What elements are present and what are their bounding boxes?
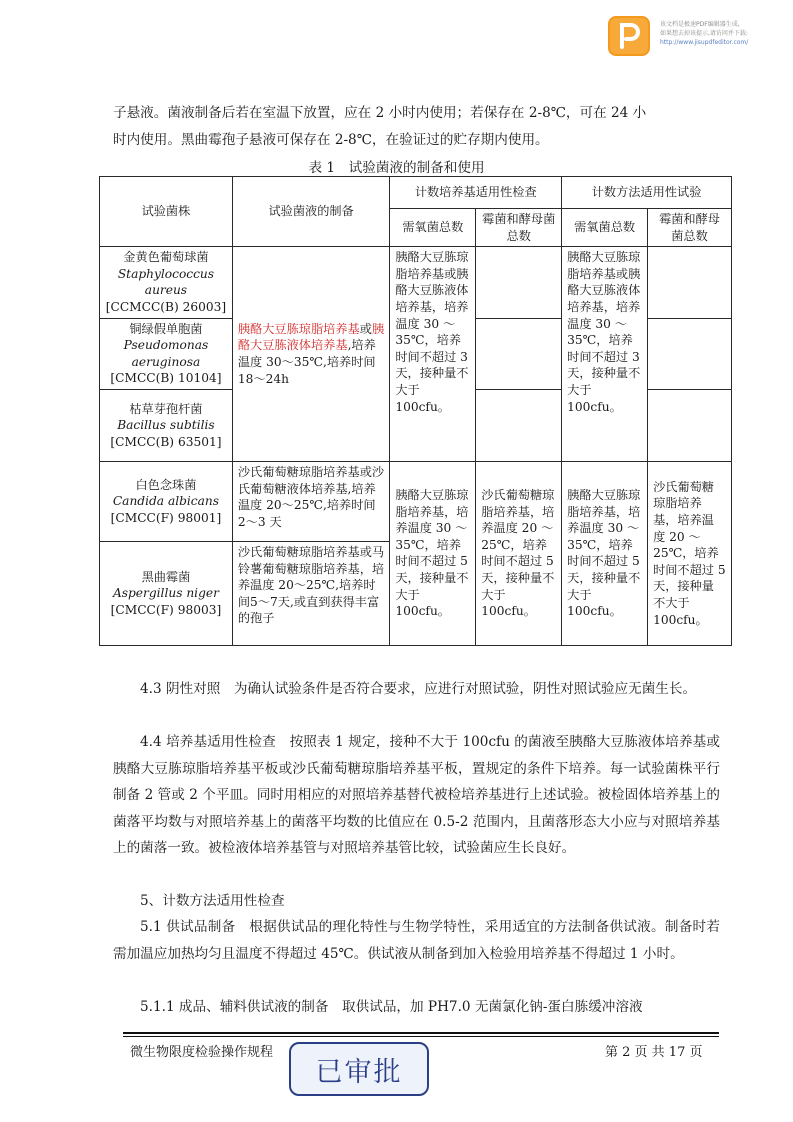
strain-preparation-table — [99, 176, 732, 646]
strain-latin: Bacillus subtilis — [117, 418, 215, 433]
strain-latin: Pseudomonas aeruginosa — [123, 338, 209, 369]
bacteria-preparation — [232, 247, 389, 462]
strain-latin: Candida albicans — [112, 494, 220, 509]
strain-cn: 白色念珠菌 — [135, 477, 197, 492]
strain-code: [CCMCC(B) 26003] — [105, 299, 227, 314]
strain-cell-staphylococcus — [100, 247, 233, 318]
strain-cell-bacillus — [100, 389, 233, 461]
header-aerobic-2: 需氧菌总数 — [562, 209, 648, 247]
strain-code: [CMCC(B) 10104] — [110, 371, 222, 386]
watermark-line1: 该文档是极速PDF编辑器生成, — [660, 21, 740, 28]
empty-cell-4 — [648, 318, 732, 389]
section-5-heading: 5、计数方法适用性检查 — [140, 893, 285, 909]
strain-code: [CMCC(B) 63501] — [110, 434, 222, 449]
candida-preparation: 沙氏葡萄糖琼脂培养基或沙氏葡萄糖液体培养基,培养温度 20～25℃,培养时间 2～3 天 — [232, 461, 389, 541]
watermark-line2: 如果想去掉该提示,请访问并下载: — [660, 30, 748, 37]
footer-page-number: 第 2 页 共 17 页 — [605, 1045, 703, 1060]
footer-rule-thin — [123, 1036, 719, 1037]
header-medium-check: 计数培养基适用性检查 — [390, 177, 562, 209]
empty-cell-3 — [476, 318, 562, 389]
strain-cn: 金黄色葡萄球菌 — [123, 250, 209, 265]
fungi-aerobic-medium: 胰酪大豆胨琼脂培养基，培养温度 30 ～ 35℃，培养时间不超过 5 天，接种量不大于 100cfu。 — [390, 461, 476, 645]
header-strain: 试验菌株 — [100, 177, 233, 247]
header-aerobic-1: 需氧菌总数 — [390, 209, 476, 247]
prep-mid: 或 — [359, 321, 372, 336]
strain-cn: 铜绿假单胞菌 — [129, 321, 203, 336]
prep-red-2: 胰酪大豆胨液体培养基 — [237, 321, 385, 353]
intro-line2: 时内使用。黑曲霉孢子悬液可保存在 2-8℃，在验证过的贮存期内使用。 — [113, 132, 549, 148]
empty-cell-5 — [476, 389, 562, 461]
header-method-check: 计数方法适用性试验 — [562, 177, 732, 209]
approved-stamp: 已审批 — [289, 1042, 429, 1096]
prep-red-1: 胰酪大豆胨琼脂培养基 — [237, 321, 360, 336]
section-4-3: 4.3 阴性对照 为确认试验条件是否符合要求，应进行对照试验，阴性对照试验应无菌生长。 — [140, 681, 697, 697]
fungi-mold-medium: 沙氏葡萄糖琼脂培养基，培养温度 20 ～ 25℃，培养时间不超过 5 天，接种量不大于 100cfu。 — [476, 461, 562, 645]
empty-cell-1 — [476, 247, 562, 318]
footer-title: 微生物限度检验操作规程 — [130, 1045, 274, 1060]
empty-cell-6 — [648, 389, 732, 461]
strain-cell-pseudomonas — [100, 318, 233, 389]
fungi-mold-method: 沙氏葡萄糖琼脂培养基，培养温度 20 ～ 25℃，培养时间不超过 5 天，接种量不大于 100cfu。 — [648, 461, 732, 645]
bacteria-aerobic-medium: 胰酪大豆胨琼脂培养基或胰酪大豆胨液体培养基，培养温度 30 ～ 35℃，培养时间不超过 3 天，接种量不大于 100cfu。 — [390, 247, 476, 462]
bacteria-aerobic-method: 胰酪大豆胨琼脂培养基或胰酪大豆胨液体培养基，培养温度 30 ～ 35℃，培养时间不超过 3 天，接种量不大于 100cfu。 — [562, 247, 648, 462]
pdf-editor-logo-icon — [607, 15, 651, 57]
watermark-url[interactable]: http://www.jisupdfeditor.com/ — [660, 39, 749, 46]
header-mold-yeast-2: 霉菌和酵母菌总数 — [648, 209, 732, 247]
intro-line1: 子悬液。菌液制备后若在室温下放置，应在 2 小时内使用；若保存在 2-8℃，可在 24 小 — [113, 105, 647, 121]
watermark-notice — [660, 20, 785, 47]
strain-latin: Aspergillus niger — [112, 586, 219, 601]
section-5-1-1: 5.1.1 成品、辅料供试液的制备 取供试品，加 PH7.0 无菌氯化钠-蛋白胨缓冲溶液 — [140, 999, 643, 1015]
strain-cn: 黑曲霉菌 — [141, 569, 191, 584]
strain-latin: Staphylococcus aureus — [117, 266, 215, 298]
header-mold-yeast-1: 霉菌和酵母菌总数 — [476, 209, 562, 247]
strain-code: [CMCC(F) 98003] — [110, 602, 222, 617]
strain-cell-aspergillus — [100, 541, 233, 645]
strain-cell-candida — [100, 461, 233, 541]
strain-code: [CMCC(F) 98001] — [110, 510, 222, 525]
section-5-1: 5.1 供试品制备 根据供试品的理化特性与生物学特性，采用适宜的方法制备供试液。制备时若需加温应加热均匀且温度不得超过 45℃。供试液从制备到加入检验用培养基不得超过 1 小时。 — [113, 919, 720, 962]
fungi-aerobic-method: 胰酪大豆胨琼脂培养基，培养温度 30 ～ 35℃，培养时间不超过 5 天，接种量不大于 100cfu。 — [562, 461, 648, 645]
footer-rule-thick — [123, 1032, 719, 1034]
intro-paragraph — [113, 100, 720, 154]
strain-cn: 枯草芽孢杆菌 — [129, 401, 203, 416]
aspergillus-preparation: 沙氏葡萄糖琼脂培养基或马铃薯葡萄糖琼脂培养基，培养温度 20～25℃,培养时间5～7天,或直到获得丰富的孢子 — [232, 541, 389, 645]
header-preparation: 试验菌液的制备 — [232, 177, 389, 247]
empty-cell-2 — [648, 247, 732, 318]
table-caption: 表 1 试验菌液的制备和使用 — [308, 160, 485, 176]
prep-rest: ,培养温度 30～35℃,培养时间 18～24h — [237, 338, 376, 386]
section-4-4: 4.4 培养基适用性检查 按照表 1 规定，接种不大于 100cfu 的菌液至胰酪大豆胨液体培养基或胰酪大豆胨琼脂培养基平板或沙氏葡萄糖琼脂培养基平板，置规定的条件下培养。每一试验菌株平行制备 2 管或 2 个平皿。同时用相应的对照培养基替代被检培养基进行上述试验。被检固体培养基上的菌落平均数与对照培养基上的菌落平均数的比值应在 0.5-2 范围内，且菌落形态大小应与对照培养基上的菌落一致。被检液体培养基管与对照培养基管比较，试验菌应生长良好。 — [113, 734, 720, 856]
